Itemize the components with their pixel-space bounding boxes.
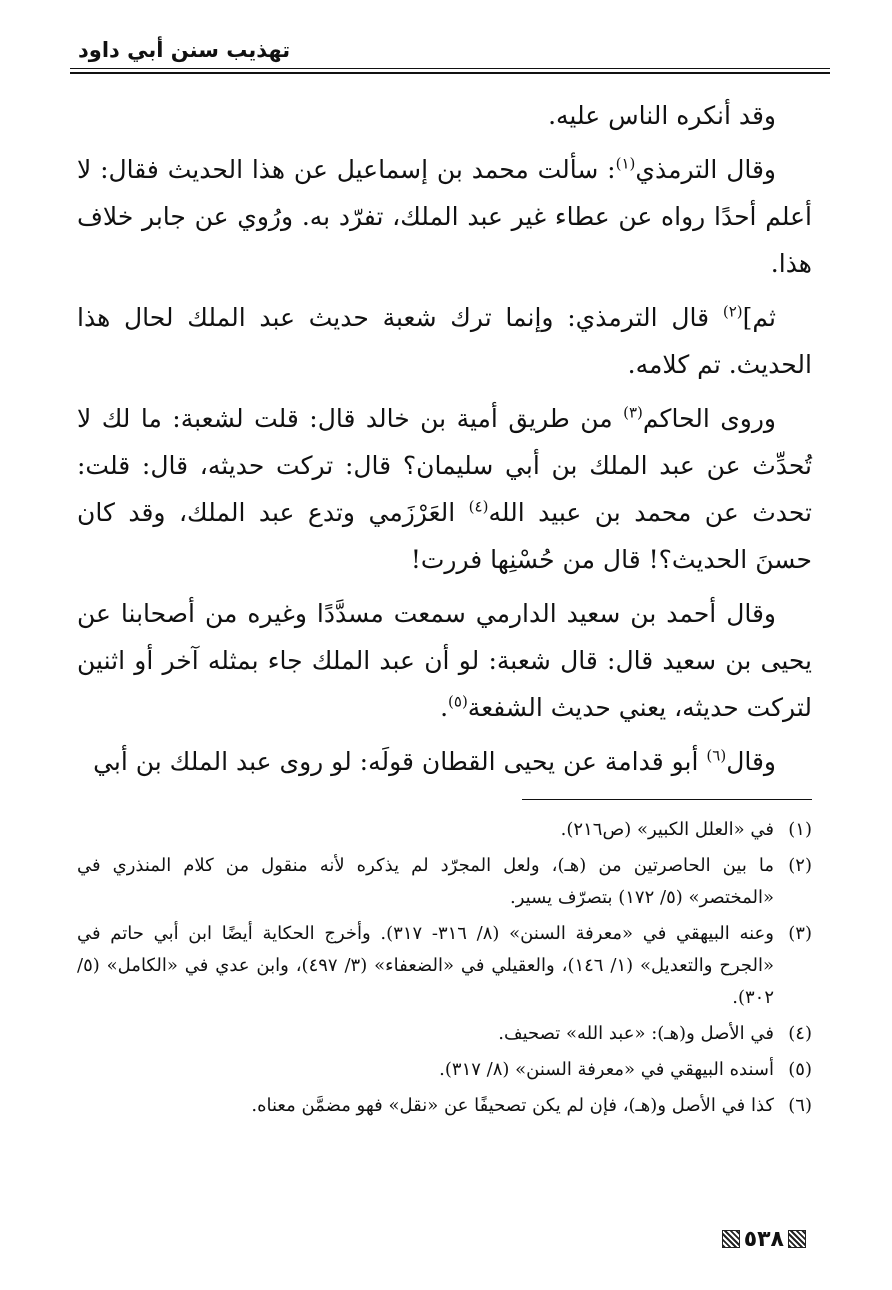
footnote-ref-2[interactable]: (٢) bbox=[722, 302, 743, 321]
paragraph-text: وقال أحمد بن سعيد الدارمي سمعت مسدَّدًا وغيره من أصحابنا عن يحيى بن سعيد قال: قال شعبة: لو أن عبد الملك جاء بمثله آخر أو اثنين لتركت حديثه، يعني حديث الشفعة bbox=[77, 599, 812, 722]
paragraph-5 bbox=[77, 590, 812, 731]
paragraph-text: من طريق أمية بن خالد قال: قلت لشعبة: ما لك لا تُحدِّث عن عبد الملك بن أبي سليمان؟ قال: تركت حديثه، قال: قلت: تحدث عن محمد بن عبيد الله bbox=[77, 404, 812, 527]
paragraph-text: ثم] bbox=[742, 303, 776, 332]
footnote-ref-4[interactable]: (٤) bbox=[468, 497, 489, 516]
paragraph-text: وقال bbox=[726, 747, 776, 776]
page-number: ٥٣٨ bbox=[743, 1226, 784, 1252]
footnote-6 bbox=[77, 1090, 812, 1122]
paragraph-6 bbox=[77, 738, 812, 785]
footnote-ref-3[interactable]: (٣) bbox=[623, 403, 643, 422]
footnote-separator bbox=[522, 799, 812, 800]
paragraph-text: قال الترمذي: وإنما ترك شعبة حديث عبد الملك لحال هذا الحديث. تم كلامه. bbox=[77, 303, 812, 379]
paragraph-text: . bbox=[440, 693, 449, 722]
paragraph-text: العَرْزَمي وتدع عبد الملك، وقد كان حسنَ الحديث؟! قال من حُسْنِها فررت! bbox=[77, 498, 812, 574]
footnote-text: في «العلل الكبير» (ص٢١٦). bbox=[560, 819, 774, 840]
paragraph-text: وقال الترمذي bbox=[635, 155, 777, 184]
paragraph-3 bbox=[77, 294, 812, 388]
footnote-ref-1[interactable]: (١) bbox=[615, 154, 636, 173]
paragraph-text: : سألت محمد بن إسماعيل عن هذا الحديث فقال: لا أعلم أحدًا رواه عن عطاء غير عبد الملك، تفرّد به. ورُوي عن جابر خلاف هذا. bbox=[77, 155, 812, 278]
paragraph-1 bbox=[77, 92, 812, 139]
footnote-number: (٤) bbox=[788, 1023, 812, 1044]
footnote-text: في الأصل و(هـ): «عبد الله» تصحيف. bbox=[498, 1023, 774, 1044]
footnote-4 bbox=[77, 1018, 812, 1050]
footnote-2 bbox=[77, 850, 812, 914]
footnote-3 bbox=[77, 918, 812, 1014]
running-title: تهذيب سنن أبي داود bbox=[78, 38, 291, 62]
main-text bbox=[77, 92, 812, 792]
footnote-text: ما بين الحاصرتين من (هـ)، ولعل المجرّد لم يذكره لأنه منقول من كلام المنذري في «المختصر» (٥/ ١٧٢) بتصرّف يسير. bbox=[77, 855, 774, 908]
footnotes bbox=[77, 814, 812, 1126]
header-rule-thick bbox=[70, 72, 830, 74]
paragraph-text: وقد أنكره الناس عليه. bbox=[548, 101, 776, 130]
footnote-ref-5[interactable]: (٥) bbox=[448, 692, 468, 711]
footnote-ref-6[interactable]: (٦) bbox=[706, 746, 727, 765]
header-rule-thin bbox=[70, 68, 830, 69]
footnote-5 bbox=[77, 1054, 812, 1086]
paragraph-2 bbox=[77, 146, 812, 287]
footnote-text: وعنه البيهقي في «معرفة السنن» (٨/ ٣١٦- ٣١٧). وأخرج الحكاية أيضًا ابن أبي حاتم في «الجرح والتعديل» (١/ ١٤٦)، والعقيلي في «الضعفاء» (٣/ ٤٩٧)، وابن عدي في «الكامل» (٥/ ٣٠٢). bbox=[77, 923, 774, 1008]
footnote-number: (٥) bbox=[788, 1059, 812, 1080]
footnote-text: كذا في الأصل و(هـ)، فإن لم يكن تصحيفًا عن «نقل» فهو مضمَّن معناه. bbox=[251, 1095, 774, 1116]
footnote-number: (٢) bbox=[788, 855, 812, 876]
footnote-number: (١) bbox=[788, 819, 812, 840]
footnote-number: (٦) bbox=[788, 1095, 812, 1116]
page-folio bbox=[718, 1224, 810, 1254]
square-ornament-icon bbox=[788, 1230, 806, 1248]
footnote-text: أسنده البيهقي في «معرفة السنن» (٨/ ٣١٧). bbox=[439, 1059, 774, 1080]
paragraph-4 bbox=[77, 395, 812, 583]
footnote-1 bbox=[77, 814, 812, 846]
paragraph-text: أبو قدامة عن يحيى القطان قولَه: لو روى عبد الملك بن أبي bbox=[93, 747, 707, 776]
footnote-number: (٣) bbox=[788, 923, 812, 944]
paragraph-text: وروى الحاكم bbox=[642, 404, 776, 433]
square-ornament-icon bbox=[722, 1230, 740, 1248]
